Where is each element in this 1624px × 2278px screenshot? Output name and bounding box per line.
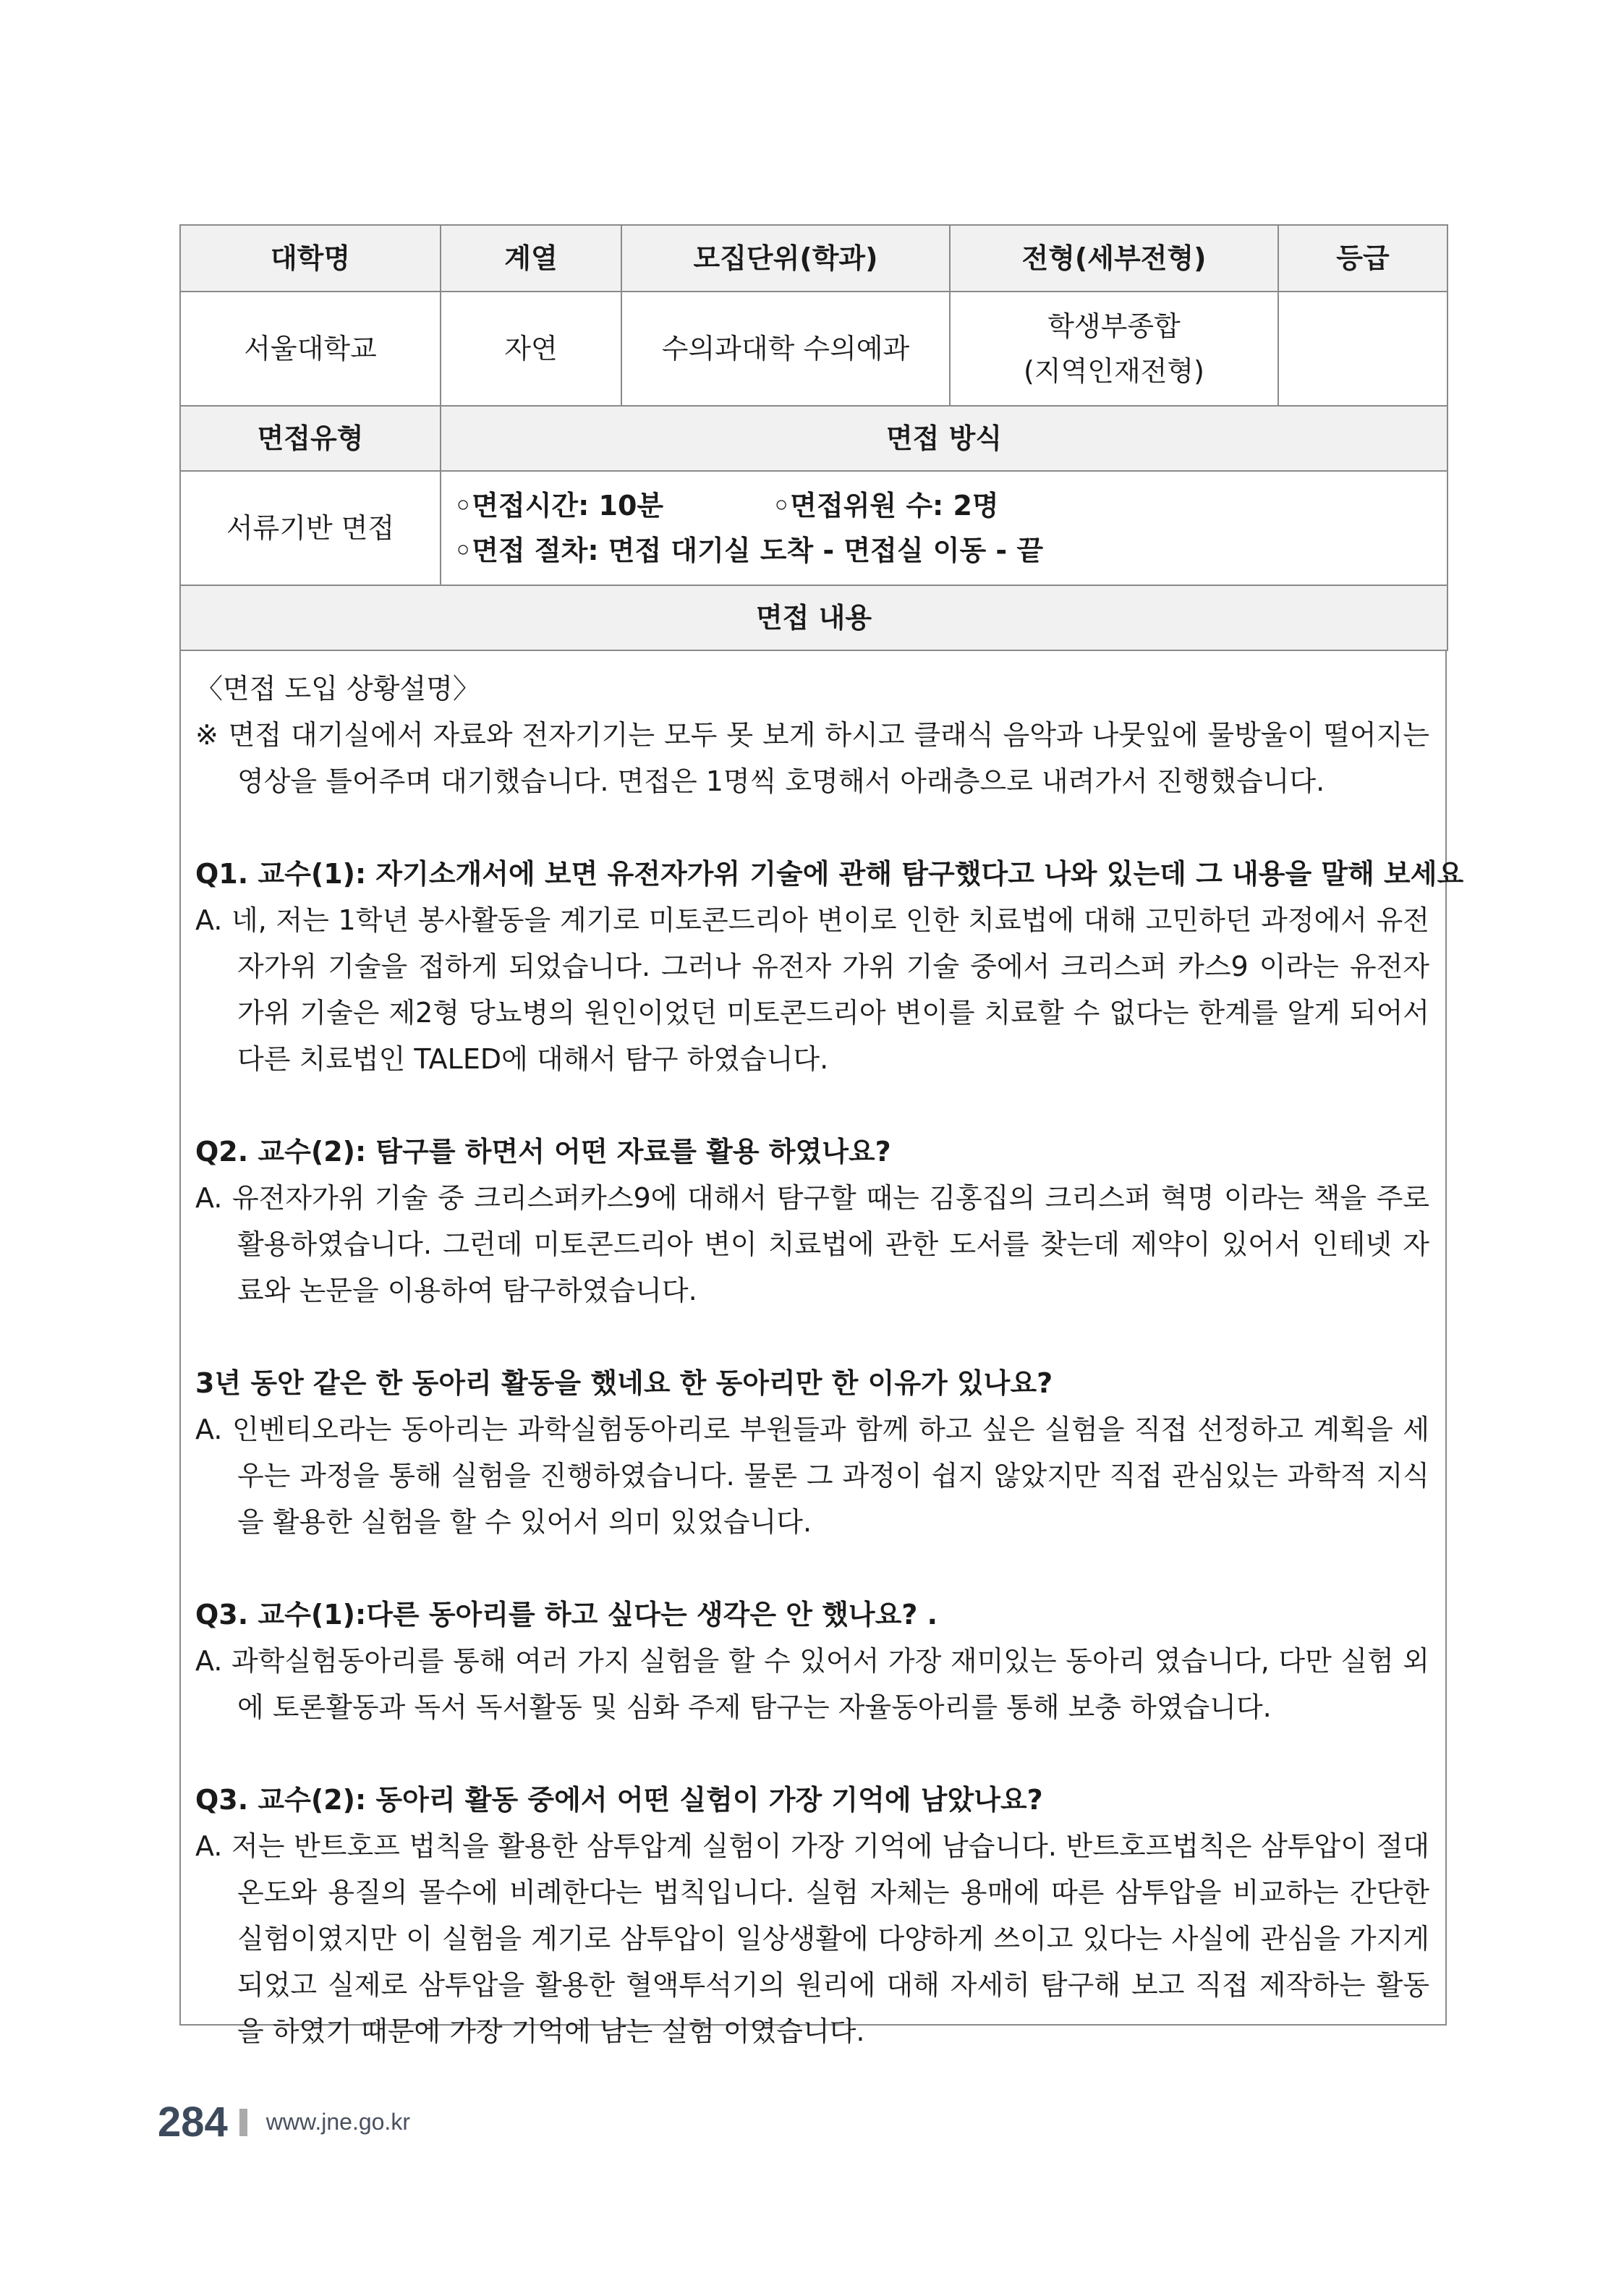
- footer-divider: [239, 2109, 247, 2136]
- header-interview-method: 면접 방식: [441, 406, 1447, 471]
- answer: A. 네, 저는 1학년 봉사활동을 계기로 미토콘드리아 변이로 인한 치료법에 대해 고민하던 과정에서 유전자가위 기술을 접하게 되었습니다. 그러나 유전자 가위 기술 중에서 크리스퍼 카스9 이라는 유전자가위 기술은 제2형 당뇨병의 원인이었던 미토콘드리아 변이를 치료할 수 없다는 한계를 알게 되어서 다른 치료법인 TALED에 대해서 탐구 하였습니다.: [195, 904, 1429, 1075]
- method-procedure: ◦면접 절차: 면접 대기실 도착 - 면접실 이동 - 끝: [454, 535, 1044, 566]
- admission-line2: (지역인재전형): [1024, 355, 1204, 387]
- header-admission: 전형(세부전형): [950, 225, 1278, 292]
- answer: A. 저는 반트호프 법칙을 활용한 삼투압계 실험이 가장 기억에 남습니다. 반트호프법칙은 삼투압이 절대온도와 용질의 몰수에 비례한다는 법칙입니다. 실험 자체는 용매에 따른 삼투압을 비교하는 간단한 실험이였지만 이 실험을 계기로 삼투압이 일상생활에 다양하게 쓰이고 있다는 사실에 관심을 가지게 되었고 실제로 삼투압을 활용한 혈액투석기의 원리에 대해 자세히 탐구해 보고 직접 제작하는 활동을 하였기 때문에 가장 기억에 남는 실험 이였습니다.: [195, 1830, 1429, 2047]
- field-cell: 자연: [441, 292, 621, 406]
- header-unit: 모집단위(학과): [621, 225, 950, 292]
- qa-item: [195, 1591, 1429, 1730]
- admission-line1: 학생부종합: [1047, 310, 1181, 342]
- header-field: 계열: [441, 225, 621, 292]
- qa-item: [195, 1129, 1429, 1314]
- question: Q3. 교수(2): 동아리 활동 중에서 어떤 실험이 가장 기억에 남았나요?: [195, 1784, 1043, 1816]
- page-number: 284: [158, 2099, 228, 2146]
- question: Q3. 교수(1):다른 동아리를 하고 싶다는 생각은 안 했나요? .: [195, 1599, 938, 1631]
- question: Q2. 교수(2): 탐구를 하면서 어떤 자료를 활용 하였나요?: [195, 1136, 891, 1168]
- admission-info-table: [179, 224, 1448, 651]
- interview-type-cell: 서류기반 면접: [180, 471, 441, 585]
- header-university: 대학명: [180, 225, 441, 292]
- footer-url: www.jne.go.kr: [265, 2109, 410, 2135]
- interview-content: [179, 650, 1464, 2047]
- qa-item: [195, 1360, 1429, 1545]
- interview-method-cell: [441, 471, 1447, 585]
- question: 3년 동안 같은 한 동아리 활동을 했네요 한 동아리만 한 이유가 있나요?: [195, 1367, 1053, 1399]
- method-time: ◦면접시간: 10분: [454, 490, 664, 522]
- answer: A. 인벤티오라는 동아리는 과학실험동아리로 부원들과 함께 하고 싶은 실험을 직접 선정하고 계획을 세우는 과정을 통해 실험을 진행하였습니다. 물론 그 과정이 쉽지 않았지만 직접 관심있는 과학적 지식을 활용한 실험을 할 수 있어서 의미 있었습니다.: [195, 1414, 1429, 1538]
- header-grade: 등급: [1278, 225, 1447, 292]
- university-cell: 서울대학교: [180, 292, 441, 406]
- answer: A. 유전자가위 기술 중 크리스퍼카스9에 대해서 탐구할 때는 김홍집의 크리스퍼 혁명 이라는 책을 주로 활용하였습니다. 그런데 미토콘드리아 변이 치료법에 관한 도서를 찾는데 제약이 있어서 인테넷 자료와 논문을 이용하여 탐구하였습니다.: [195, 1182, 1429, 1306]
- header-interview-content: 면접 내용: [180, 585, 1447, 650]
- admission-cell: [950, 292, 1278, 406]
- page-footer: [158, 2098, 410, 2146]
- intro-title: 〈면접 도입 상황설명〉: [195, 673, 480, 705]
- method-panel: ◦면접위원 수: 2명: [773, 490, 999, 522]
- grade-cell: [1278, 292, 1447, 406]
- unit-cell: 수의과대학 수의예과: [621, 292, 950, 406]
- qa-item: [195, 851, 1464, 1082]
- header-interview-type: 면접유형: [180, 406, 441, 471]
- question: Q1. 교수(1): 자기소개서에 보면 유전자가위 기술에 관해 탐구했다고 나와 있는데 그 내용을 말해 보세요: [195, 858, 1464, 890]
- intro-note: ※ 면접 대기실에서 자료와 전자기기는 모두 못 보게 하시고 클래식 음악과 나뭇잎에 물방울이 떨어지는 영상을 틀어주며 대기했습니다. 면접은 1명씩 호명해서 아래층으로 내려가서 진행했습니다.: [195, 719, 1429, 797]
- answer: A. 과학실험동아리를 통해 여러 가지 실험을 할 수 있어서 가장 재미있는 동아리 였습니다, 다만 실험 외에 토론활동과 독서 독서활동 및 심화 주제 탐구는 자율동아리를 통해 보충 하였습니다.: [195, 1645, 1429, 1723]
- qa-item: [195, 1777, 1429, 2054]
